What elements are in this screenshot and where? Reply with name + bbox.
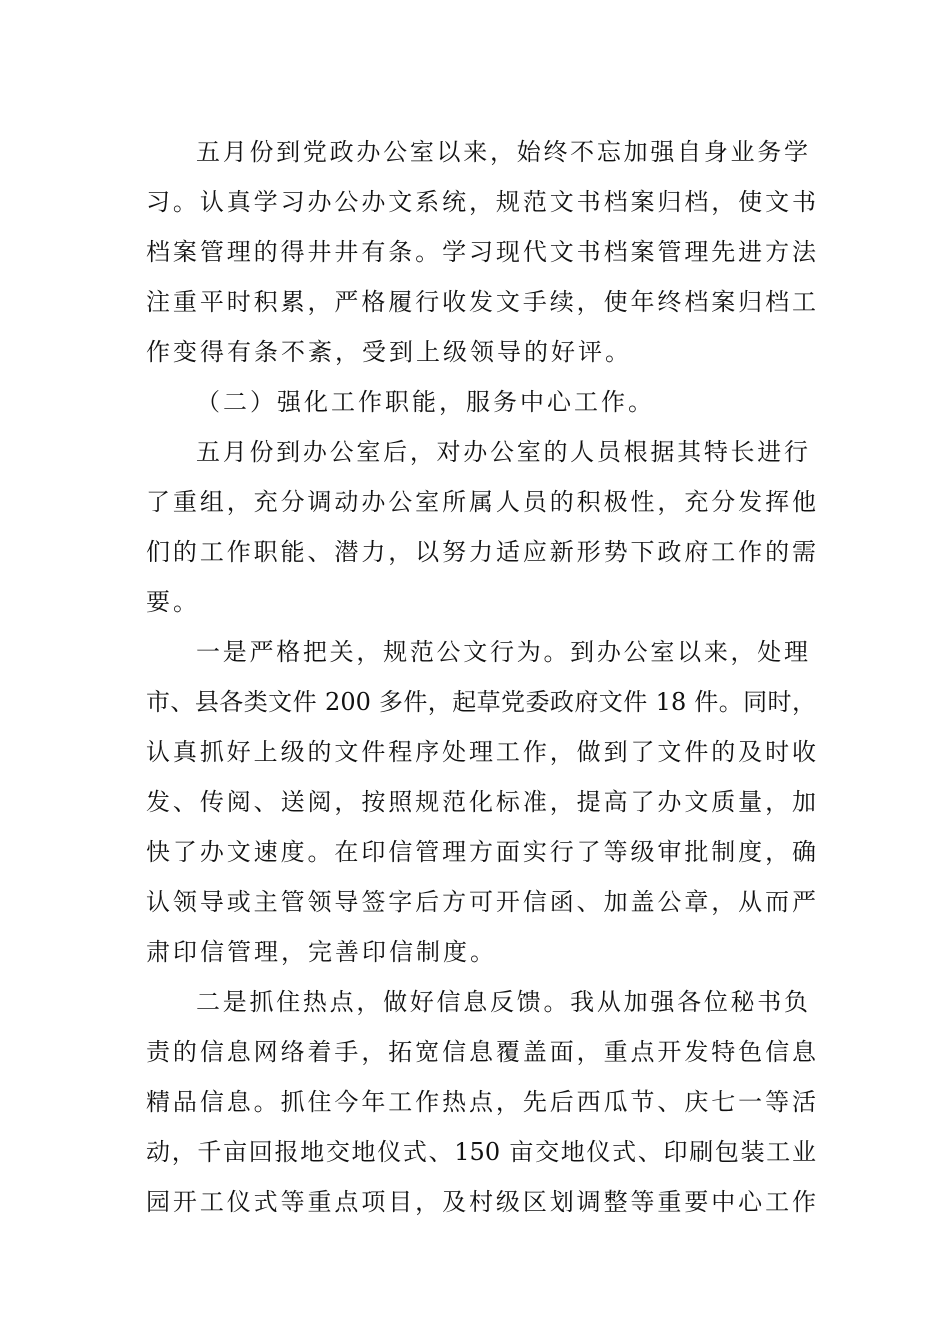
paragraph-line: 五月份到党政办公室以来，始终不忘加强自身业务学 (196, 138, 808, 166)
paragraph-line: 认真抓好上级的文件程序处理工作，做到了文件的及时收 (146, 738, 816, 766)
paragraph-line: 动，千亩回报地交地仪式、150 亩交地仪式、印刷包装工业 (146, 1138, 816, 1166)
paragraph-line: 一是严格把关，规范公文行为。到办公室以来，处理 (196, 638, 808, 666)
paragraph-line: 快了办文速度。在印信管理方面实行了等级审批制度，确 (146, 838, 816, 866)
paragraph-line: 市、县各类文件 200 多件，起草党委政府文件 18 件。同时， (146, 688, 816, 716)
paragraph-line: 发、传阅、送阅，按照规范化标准，提高了办文质量，加 (146, 788, 816, 816)
paragraph-line: 责的信息网络着手，拓宽信息覆盖面，重点开发特色信息 (146, 1038, 816, 1066)
paragraph-line: 了重组，充分调动办公室所属人员的积极性，充分发挥他 (146, 488, 816, 516)
paragraph-line: 作变得有条不紊，受到上级领导的好评。 (146, 338, 632, 366)
paragraph-line: 习。认真学习办公办文系统，规范文书档案归档，使文书 (146, 188, 816, 216)
paragraph-line: 要。 (146, 588, 200, 616)
paragraph-line: 注重平时积累，严格履行收发文手续，使年终档案归档工 (146, 288, 816, 316)
paragraph-line: 园开工仪式等重点项目，及村级区划调整等重要中心工作 (146, 1188, 816, 1216)
paragraph-line: 认领导或主管领导签字后方可开信函、加盖公章，从而严 (146, 888, 816, 916)
paragraph-line: 二是抓住热点，做好信息反馈。我从加强各位秘书负 (196, 988, 808, 1016)
paragraph-line: 们的工作职能、潜力，以努力适应新形势下政府工作的需 (146, 538, 816, 566)
paragraph-line: 肃印信管理，完善印信制度。 (146, 938, 497, 966)
paragraph-line: 档案管理的得井井有条。学习现代文书档案管理先进方法 (146, 238, 816, 266)
section-heading: （二）强化工作职能，服务中心工作。 (196, 388, 655, 416)
paragraph-line: 精品信息。抓住今年工作热点，先后西瓜节、庆七一等活 (146, 1088, 816, 1116)
paragraph-line: 五月份到办公室后，对办公室的人员根据其特长进行 (196, 438, 808, 466)
